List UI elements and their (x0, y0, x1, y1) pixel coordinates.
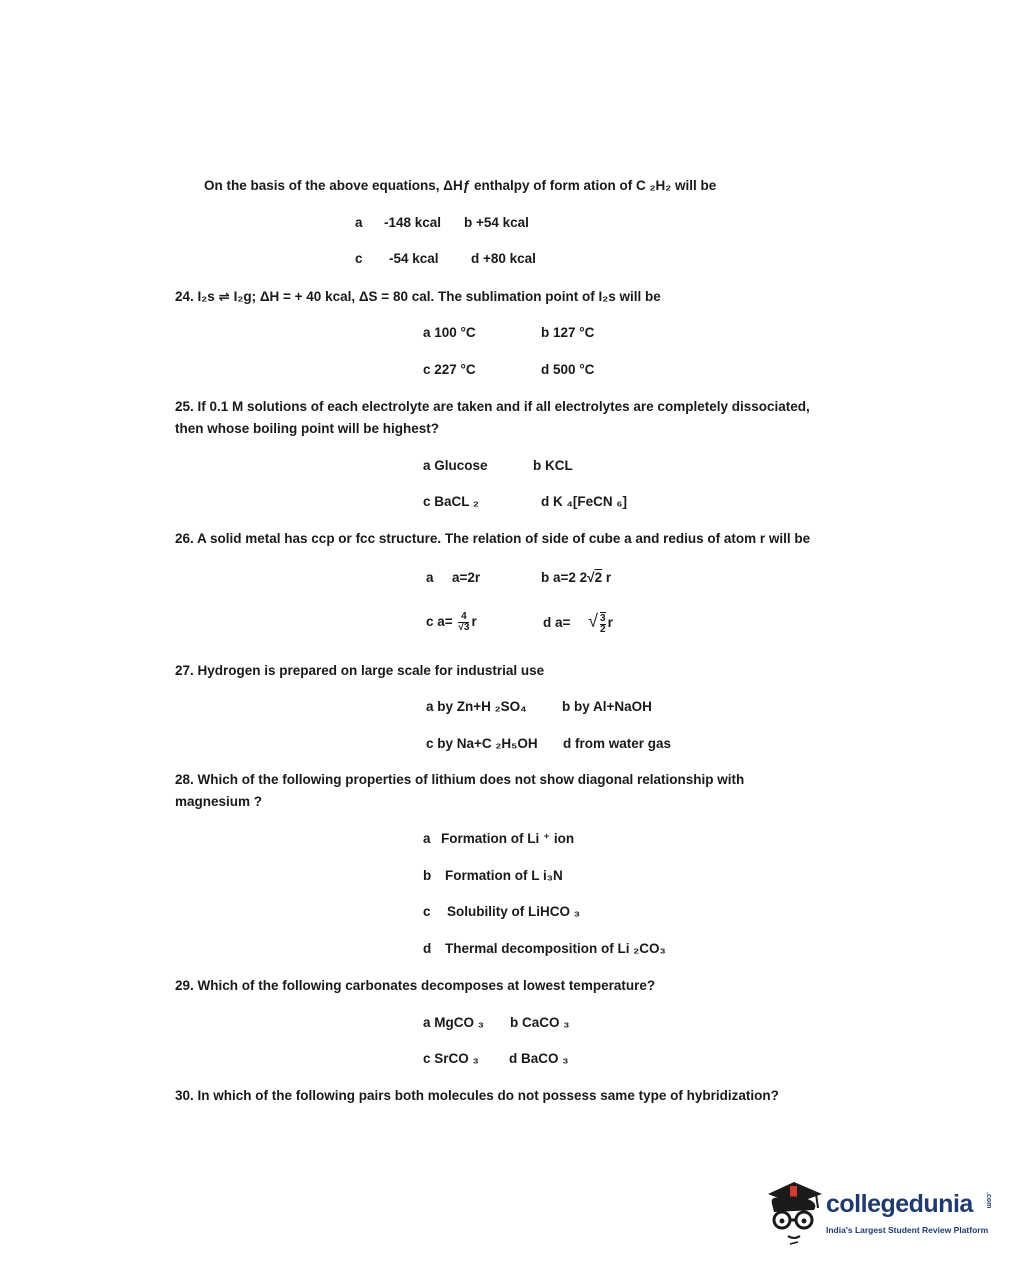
q26-option-a-label: a (426, 570, 434, 585)
q27-option-a: a by Zn+H ₂SO₄ (426, 699, 527, 714)
intro-question: On the basis of the above equations, ΔHƒ enthalpy of form ation of C ₂H₂ will be (204, 178, 717, 193)
q24-option-a: a 100 °C (423, 325, 476, 340)
option-b: b +54 kcal (464, 215, 529, 230)
logo-wordmark (826, 1190, 973, 1219)
q29-option-d: d BaCO ₃ (509, 1051, 569, 1066)
fraction (458, 612, 469, 633)
q26-c-suffix: r (471, 614, 477, 630)
q26-option-c (426, 612, 477, 633)
q27-option-b: b by Al+NaOH (562, 699, 652, 714)
mascot-icon (764, 1176, 826, 1248)
q28-option-b-label: b (423, 868, 432, 883)
q25-option-b: b KCL (533, 458, 573, 473)
option-value: -148 kcal (384, 215, 442, 230)
q26-option-a: a=2r (452, 570, 481, 585)
logo-com: .com (985, 1192, 992, 1209)
q26-d-den: 2 (600, 624, 606, 635)
question-26: 26. A solid metal has ccp or fcc structure. The relation of side of cube a and redius of atom r will be (175, 531, 811, 546)
logo-word-main: collegedunia (826, 1190, 973, 1218)
q26-d-prefix: d a= (543, 615, 571, 631)
question-25-line1: 25. If 0.1 M solutions of each electrolyte are taken and if all electrolytes are completely dissociated, (175, 399, 810, 414)
q26-d-num: 3 (600, 613, 606, 624)
q26-b-prefix: b a=2 2 (541, 570, 588, 585)
option-label: c (355, 251, 363, 266)
q25-option-a: a Glucose (423, 458, 488, 473)
collegedunia-logo (764, 1176, 994, 1248)
radical-sign: √ (587, 570, 595, 585)
question-28-line1: 28. Which of the following properties of lithium does not show diagonal relationship with (175, 772, 745, 787)
q24-option-c: c 227 °C (423, 362, 476, 377)
q26-b-root: 2 (594, 570, 603, 585)
q25-option-c: c BaCL ₂ (423, 494, 480, 509)
q29-option-b: b CaCO ₃ (510, 1015, 570, 1030)
radical-sign: √ (588, 611, 599, 632)
q27-option-d: d from water gas (563, 736, 672, 751)
q25-option-d: d K ₄[FeCN ₆] (541, 494, 628, 509)
q26-b-suffix: r (605, 570, 612, 585)
option-value: -54 kcal (389, 251, 439, 266)
q26-option-d (543, 612, 613, 635)
logo-tagline: India's Largest Student Review Platform (826, 1225, 989, 1235)
q28-option-a: Formation of Li ⁺ ion (441, 831, 575, 846)
q26-option-b (541, 569, 611, 587)
q28-option-c: Solubility of LiHCO ₃ (447, 904, 580, 919)
option-d: d +80 kcal (471, 251, 536, 266)
q28-option-c-label: c (423, 904, 431, 919)
q26-c-den: √3 (458, 622, 470, 633)
question-29: 29. Which of the following carbonates decomposes at lowest temperature? (175, 978, 656, 993)
question-27: 27. Hydrogen is prepared on large scale for industrial use (175, 663, 545, 678)
option-label: a (355, 215, 363, 230)
q24-option-b: b 127 °C (541, 325, 595, 340)
q29-option-a: a MgCO ₃ (423, 1015, 484, 1030)
q28-option-d: Thermal decomposition of Li ₂CO₃ (445, 941, 666, 956)
question-25-line2: then whose boiling point will be highest? (175, 421, 439, 436)
q28-option-d-label: d (423, 941, 432, 956)
q24-option-d: d 500 °C (541, 362, 595, 377)
question-30: 30. In which of the following pairs both molecules do not possess same type of hybridization? (175, 1088, 779, 1103)
q26-c-prefix: c a= (426, 614, 453, 630)
question-24: 24. I₂s ⇌ I₂g; ΔH = + 40 kcal, ΔS = 80 cal. The sublimation point of I₂s will be (175, 289, 661, 304)
q26-c-num: 4 (461, 611, 467, 622)
q28-option-b: Formation of L i₃N (445, 868, 563, 883)
q28-option-a-label: a (423, 831, 431, 846)
q26-d-suffix: r (607, 615, 613, 631)
question-28-line2: magnesium ? (175, 794, 263, 809)
fraction (600, 612, 606, 635)
q27-option-c: c by Na+C ₂H₅OH (426, 736, 538, 751)
q29-option-c: c SrCO ₃ (423, 1051, 479, 1066)
